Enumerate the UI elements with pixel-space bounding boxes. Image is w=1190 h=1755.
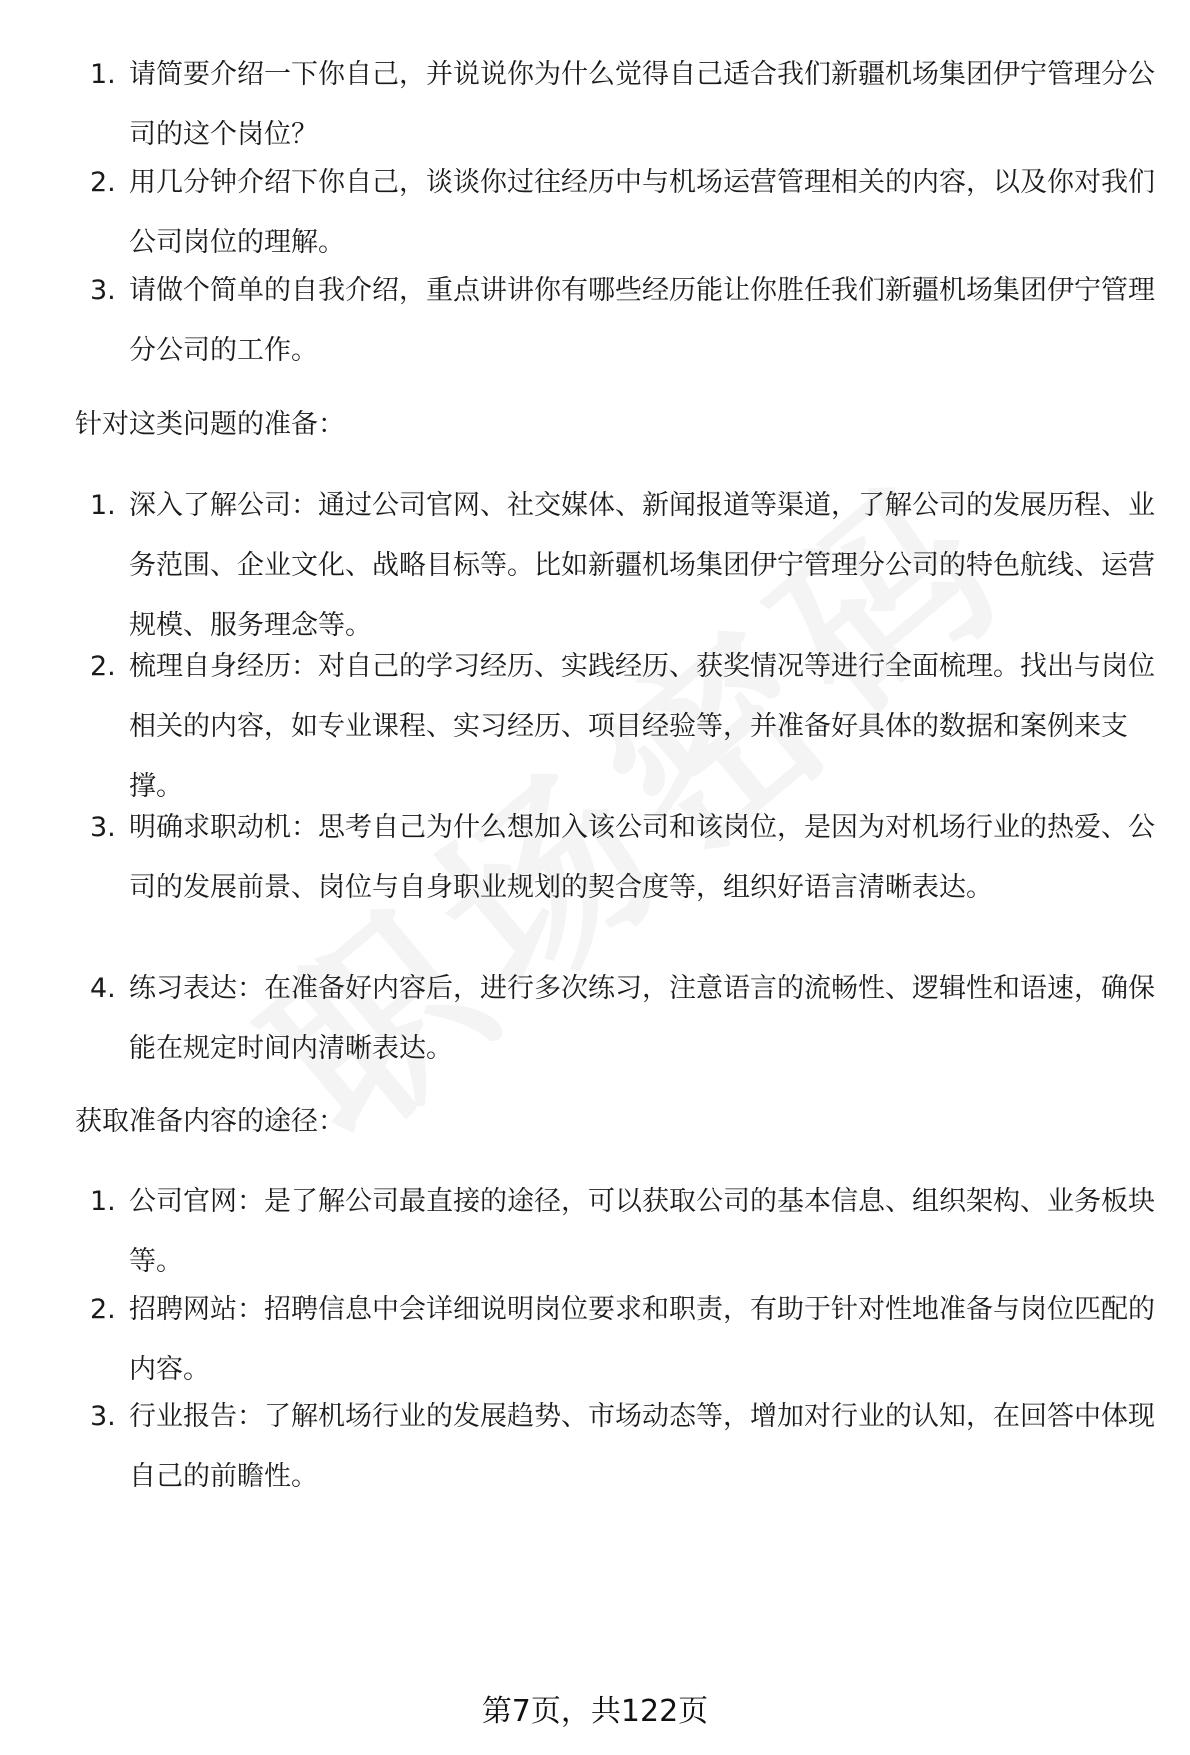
list-item — [90, 45, 1160, 165]
page-number-footer: 第7页，共122页 — [481, 1694, 709, 1729]
list-item-number: 2. — [90, 651, 116, 682]
list-item-text: 深入了解公司：通过公司官网、社交媒体、新闻报道等渠道，了解公司的发展历程、业务范围、企业文化、战略目标等。比如新疆机场集团伊宁管理分公司的特色航线、运营规模、服务理念等。 — [129, 490, 1155, 641]
list-item — [90, 959, 1160, 1079]
list-item-text: 招聘网站：招聘信息中会详细说明岗位要求和职责，有助于针对性地准备与岗位匹配的内容。 — [129, 1294, 1155, 1385]
list-item-number: 1. — [90, 490, 116, 521]
list-item-number: 2. — [90, 167, 116, 198]
list-item — [90, 261, 1160, 381]
list-item-text: 练习表达：在准备好内容后，进行多次练习，注意语言的流畅性、逻辑性和语速，确保能在规定时间内清晰表达。 — [129, 973, 1155, 1064]
section-heading-prep: 针对这类问题的准备： — [75, 409, 345, 440]
list-item-number: 3. — [90, 812, 116, 843]
list-item-text: 用几分钟介绍下你自己，谈谈你过往经历中与机场运营管理相关的内容，以及你对我们公司岗位的理解。 — [129, 167, 1155, 258]
list-item — [90, 637, 1160, 817]
list-item-number: 3. — [90, 1401, 116, 1432]
list-item — [90, 1387, 1160, 1507]
list-item-text: 请做个简单的自我介绍，重点讲讲你有哪些经历能让你胜任我们新疆机场集团伊宁管理分公司的工作。 — [129, 275, 1155, 366]
list-item-text: 明确求职动机：思考自己为什么想加入该公司和该岗位，是因为对机场行业的热爱、公司的发展前景、岗位与自身职业规划的契合度等，组织好语言清晰表达。 — [129, 812, 1155, 903]
list-item-number: 4. — [90, 973, 116, 1004]
list-item — [90, 1172, 1160, 1292]
list-item-text: 公司官网：是了解公司最直接的途径，可以获取公司的基本信息、组织架构、业务板块等。 — [129, 1186, 1155, 1277]
list-item-text: 梳理自身经历：对自己的学习经历、实践经历、获奖情况等进行全面梳理。找出与岗位相关的内容，如专业课程、实习经历、项目经验等，并准备好具体的数据和案例来支撑。 — [129, 651, 1155, 802]
list-item-number: 1. — [90, 1186, 116, 1217]
list-item — [90, 476, 1160, 656]
section-heading-sources: 获取准备内容的途径： — [75, 1106, 345, 1137]
list-item-text: 请简要介绍一下你自己，并说说你为什么觉得自己适合我们新疆机场集团伊宁管理分公司的这个岗位？ — [129, 59, 1155, 150]
list-item — [90, 153, 1160, 273]
list-item-number: 1. — [90, 59, 116, 90]
list-item — [90, 1280, 1160, 1400]
list-item-text: 行业报告：了解机场行业的发展趋势、市场动态等，增加对行业的认知，在回答中体现自己的前瞻性。 — [129, 1401, 1155, 1492]
list-item-number: 3. — [90, 275, 116, 306]
list-item-number: 2. — [90, 1294, 116, 1325]
list-item — [90, 798, 1160, 918]
